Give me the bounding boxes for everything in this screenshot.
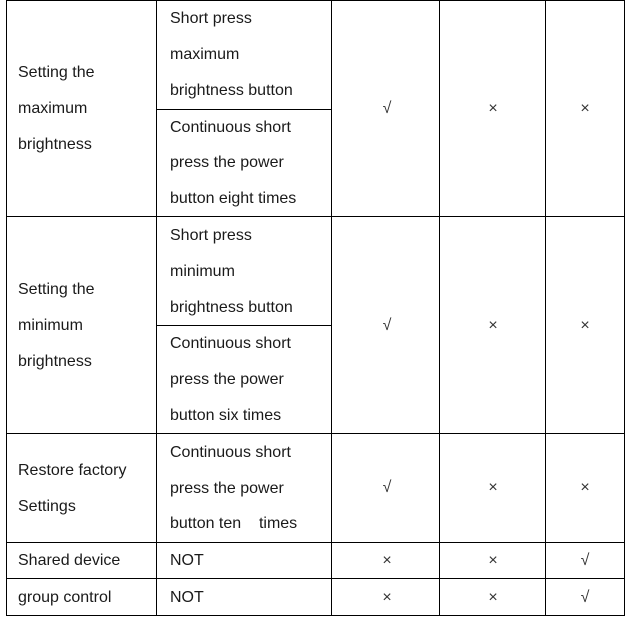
feature-label: minimum [18, 317, 83, 334]
cross-icon: × [382, 552, 392, 569]
feature-label: Setting the [18, 281, 95, 298]
method-text: maximum [170, 46, 240, 63]
method-text: Continuous short [170, 444, 291, 461]
feature-label: Restore factory [18, 462, 127, 479]
feature-label: group control [18, 589, 112, 606]
check-icon: √ [382, 100, 392, 117]
feature-support-table [6, 0, 625, 616]
cross-icon: × [488, 552, 498, 569]
cross-icon: × [488, 100, 498, 117]
feature-label: brightness [18, 136, 92, 153]
feature-label: Settings [18, 498, 76, 515]
feature-label: maximum [18, 100, 88, 117]
feature-label: Shared device [18, 552, 121, 569]
cross-icon: × [488, 479, 498, 496]
feature-label: brightness [18, 353, 92, 370]
method-text: press the power [170, 154, 284, 171]
method-text: NOT [170, 589, 204, 606]
method-text: press the power [170, 371, 284, 388]
cross-icon: × [382, 589, 392, 606]
method-text: NOT [170, 552, 204, 569]
cross-icon: × [580, 100, 590, 117]
feature-label: Setting the [18, 64, 95, 81]
cross-icon: × [580, 479, 590, 496]
method-text: brightness button [170, 82, 293, 99]
check-icon: √ [580, 552, 590, 569]
method-text: press the power [170, 480, 284, 497]
method-text: button eight times [170, 190, 297, 207]
method-text: button six times [170, 407, 282, 424]
cross-icon: × [488, 317, 498, 334]
method-text: Continuous short [170, 119, 291, 136]
cross-icon: × [488, 589, 498, 606]
method-text: minimum [170, 263, 235, 280]
method-text: button ten times [170, 515, 298, 532]
check-icon: √ [580, 589, 590, 606]
check-icon: √ [382, 317, 392, 334]
method-text: Continuous short [170, 335, 291, 352]
cross-icon: × [580, 317, 590, 334]
method-text: Short press [170, 227, 252, 244]
method-text: brightness button [170, 299, 293, 316]
method-text: Short press [170, 10, 252, 27]
check-icon: √ [382, 479, 392, 496]
